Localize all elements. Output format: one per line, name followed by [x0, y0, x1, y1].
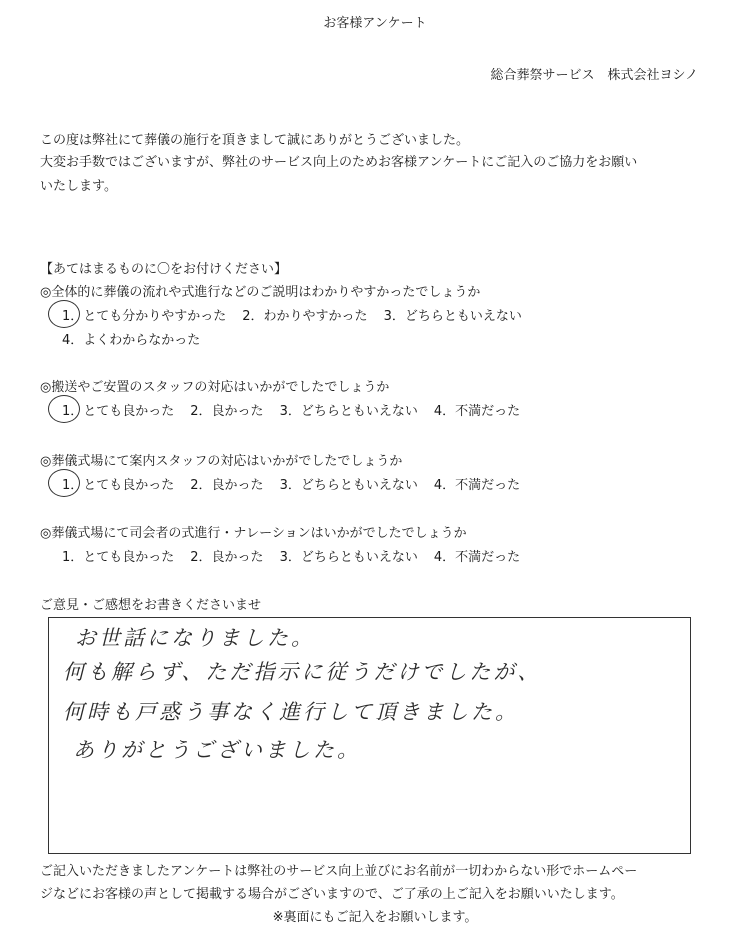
question-2-text: ◎搬送やご安置のスタッフの対応はいかがでしたでしょうか	[40, 380, 390, 395]
q4-option-1[interactable]: 1．とても良かった	[62, 550, 175, 565]
question-2-options	[62, 400, 536, 419]
footer-note: ※裏面にもご記入をお願いします。	[272, 910, 478, 925]
comment-box[interactable]	[48, 617, 691, 854]
instruction-text: 【あてはまるものに〇をお付けください】	[40, 262, 288, 277]
q1-option-1[interactable]: 1．とても分かりやすかった	[62, 309, 227, 324]
q3-option-1[interactable]: 1．とても良かった	[62, 478, 175, 493]
footer-line-2: ジなどにお客様の声として掲載する場合がございますので、ご了承の上ご記入をお願いいたします。	[40, 887, 624, 902]
question-4-options	[62, 546, 536, 565]
comment-line-2: 何も解らず、ただ指示に従うだけでしたが、	[63, 660, 542, 684]
q3-selected-circle	[48, 469, 80, 497]
intro-line-3: いたします。	[40, 179, 117, 194]
q2-selected-circle	[48, 395, 80, 423]
q4-option-2[interactable]: 2．良かった	[190, 550, 264, 565]
q2-option-3[interactable]: 3．どちらともいえない	[279, 404, 418, 419]
question-3-text: ◎葬儀式場にて案内スタッフの対応はいかがでしたでしょうか	[40, 454, 403, 469]
q2-option-1[interactable]: 1．とても良かった	[62, 404, 175, 419]
comment-line-1: お世話になりました。	[75, 626, 315, 650]
comment-line-3: 何時も戸惑う事なく進行して頂きました。	[63, 700, 519, 724]
q1-option-3[interactable]: 3．どちらともいえない	[383, 309, 522, 324]
q4-option-4[interactable]: 4．不満だった	[433, 550, 521, 565]
q3-option-2[interactable]: 2．良かった	[190, 478, 264, 493]
question-3-options	[62, 474, 536, 493]
intro-line-2: 大変お手数ではございますが、弊社のサービス向上のためお客様アンケートにご記入のご協力をお願い	[40, 155, 638, 170]
q1-option-2[interactable]: 2．わかりやすかった	[242, 309, 368, 324]
question-1-text: ◎全体的に葬儀の流れや式進行などのご説明はわかりやすかったでしょうか	[40, 285, 481, 300]
company-name: 総合葬祭サービス 株式会社ヨシノ	[490, 68, 698, 83]
q1-selected-circle	[48, 300, 80, 328]
question-4-text: ◎葬儀式場にて司会者の式進行・ナレーションはいかがでしたでしょうか	[40, 526, 467, 541]
intro-line-1: この度は弊社にて葬儀の施行を頂きまして誠にありがとうございました。	[40, 133, 470, 148]
footer-line-1: ご記入いただきましたアンケートは弊社のサービス向上並びにお名前が一切わからない形でホームペー	[40, 864, 638, 879]
q3-option-3[interactable]: 3．どちらともいえない	[279, 478, 418, 493]
comment-label: ご意見・ご感想をお書きくださいませ	[40, 598, 262, 613]
q2-option-4[interactable]: 4．不満だった	[433, 404, 521, 419]
q3-option-4[interactable]: 4．不満だった	[433, 478, 521, 493]
q2-option-2[interactable]: 2．良かった	[190, 404, 264, 419]
survey-title: お客様アンケート	[323, 16, 427, 31]
question-1-options	[62, 305, 538, 324]
comment-line-4: ありがとうございました。	[73, 738, 361, 762]
q1-option-4[interactable]: 4．よくわからなかった	[62, 333, 201, 348]
q4-option-3[interactable]: 3．どちらともいえない	[279, 550, 418, 565]
